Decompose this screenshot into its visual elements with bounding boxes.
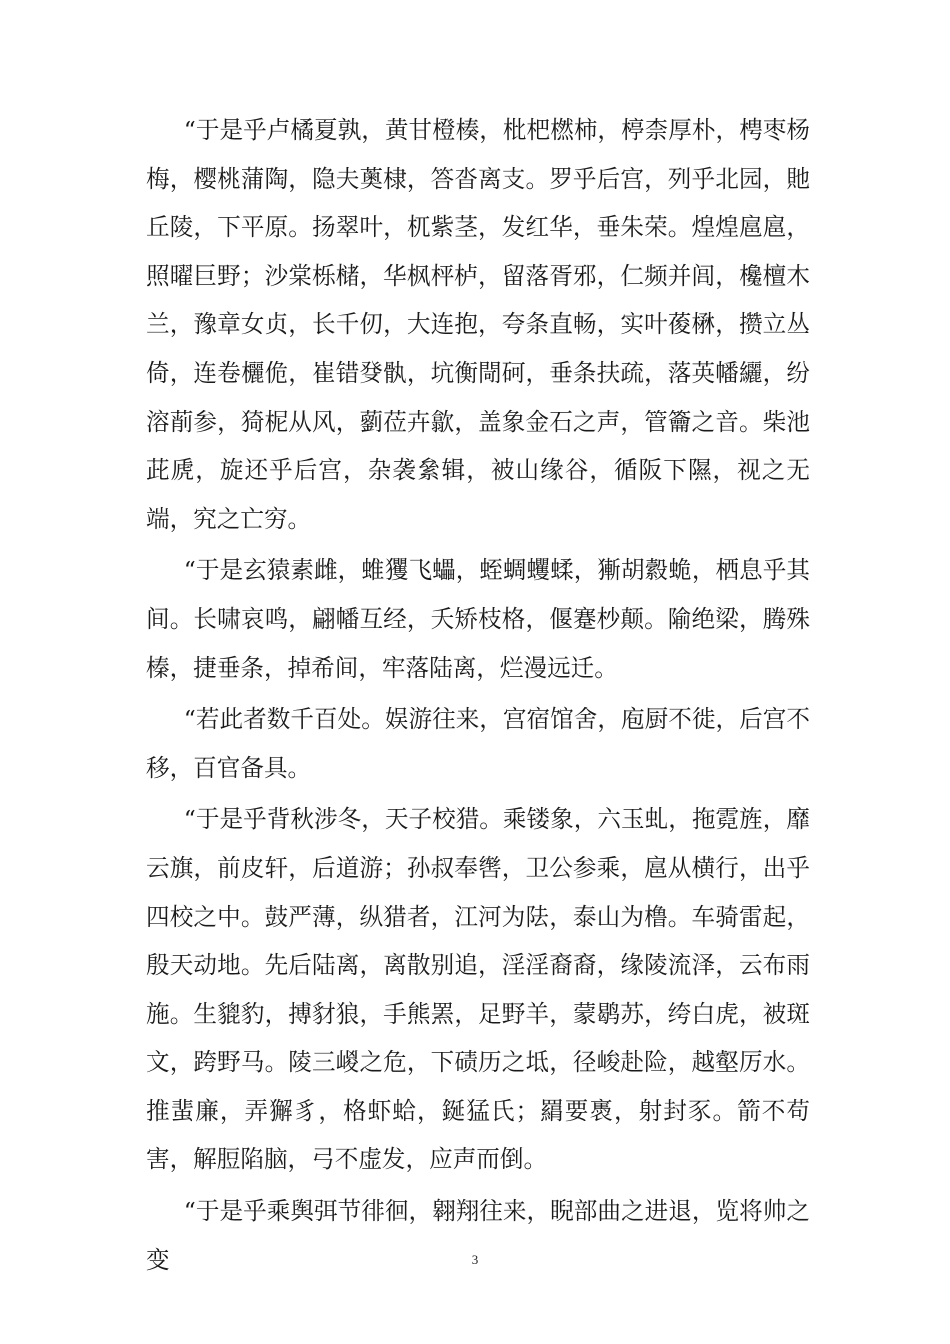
paragraph: “于是玄猿素雌，蜼玃飞蠝，蛭蜩蠼蝚，獑胡縠蛫，栖息乎其间。长啸哀鸣，翩幡互经，夭矫枝格，偃蹇杪颠。隃绝梁，腾殊榛，捷垂条，掉希间，牢落陆离，烂漫远迁。 [146,556,810,682]
paragraph: “若此者数千百处。娱游往来，宫宿馆舍，庖厨不徙，后宫不移，百官备具。 [146,705,810,782]
page-number: 3 [471,1252,479,1267]
paragraph: “于是乎背秋涉冬，天子校猎。乘镂象，六玉虬，拖霓旌，靡云旗，前皮轩，后道游；孙叔奉辔，卫公参乘，扈从横行，出乎四校之中。鼓严薄，纵猎者，江河为阹，泰山为橹。车骑雷起，殷天动地。先后陆离，离散别追，淫淫裔裔，缘陵流泽，云布雨施。生貔豹，搏豺狼，手熊罴，足野羊，蒙鹖苏，绔白虎，被斑文，跨野马。陵三嵕之危，下碛历之坻，径峻赴险，越壑厉水。推蜚廉，弄獬豸，格虾蛤，鋋猛氏；羂要褭，射封豕。箭不苟害，解脰陷脑，弓不虚发，应声而倒。 [146,805,810,1174]
paragraph: “于是乎卢橘夏孰，黄甘橙楱，枇杷橪柿，楟柰厚朴，梬枣杨梅，樱桃蒲陶，隐夫薁棣，答沓离支。罗乎后宫，列乎北园，貤丘陵，下平原。扬翠叶，杌紫茎，发红华，垂朱荣。煌煌扈扈，照曜巨野；沙棠栎槠，华枫枰栌，留落胥邪，仁频并闾，欃檀木兰，豫章女贞，长千仞，大连抱，夸条直畅，实叶葰楙，攒立丛倚，连卷欐佹，崔错癹骫，坑衡閜砢，垂条扶疏，落英幡纚，纷溶萷参，猗柅从风，藰莅卉歙，盖象金石之声，管籥之音。柴池茈虒，旋还乎后宫，杂袭絫辑，被山缘谷，循阪下隰，视之无端，究之亡穷。 [146,116,810,533]
paragraph: “于是乎乘舆弭节徘徊，翱翔往来，睨部曲之进退，览将帅之变 [146,1197,810,1274]
text-body [146,106,810,1287]
